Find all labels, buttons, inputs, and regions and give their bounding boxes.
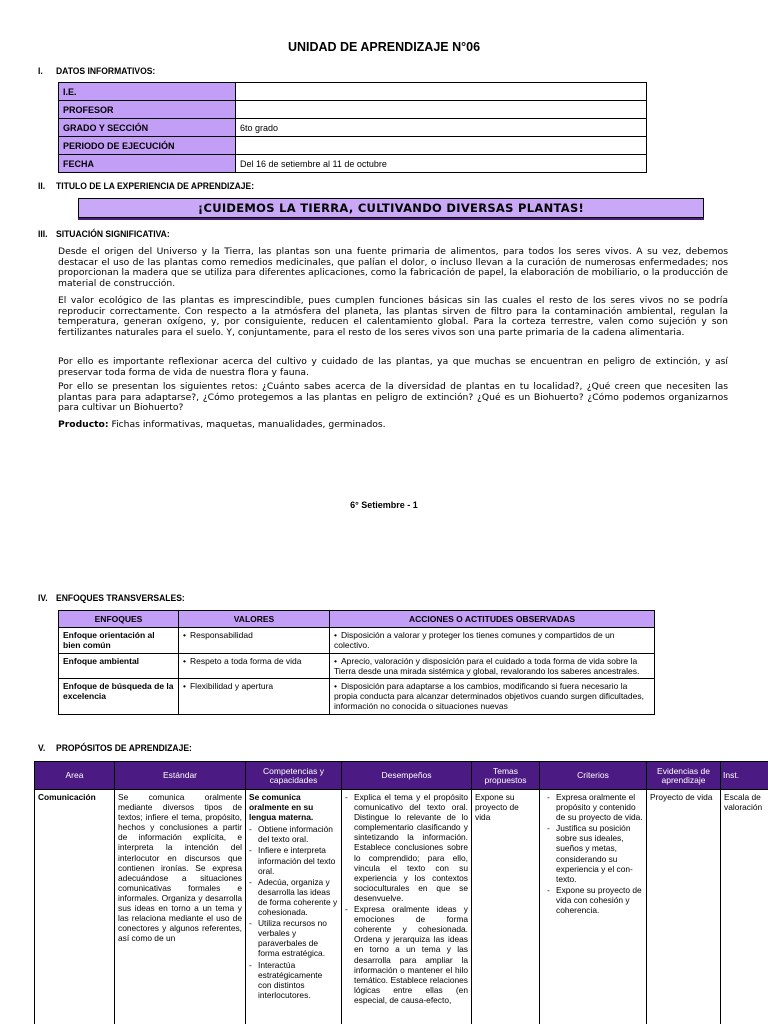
datos-label: I.E. (59, 83, 236, 101)
capacidad-item: - Adecúa, organiza y desarrolla las ideas de forma coherente y cohesionada. (249, 877, 338, 917)
criterio-item: - Expone su proyecto de vida con cohesión y coherencia. (547, 885, 643, 915)
propositos-table (34, 761, 768, 1024)
area-cell: Comunicación (35, 790, 115, 1024)
enfoque-valor: Respeto a toda forma de vida (189, 656, 302, 666)
datos-row (59, 155, 647, 173)
enfoque-valor-cell (179, 628, 330, 654)
datos-row (59, 83, 647, 101)
competencias-header: Competencias y capacidades (246, 762, 342, 790)
enfoque-accion-cell (330, 628, 655, 654)
page-title: UNIDAD DE APRENDIZAJE N°06 (287, 40, 481, 54)
bullet-icon: • (183, 630, 186, 640)
enfoque-name: Enfoque ambiental (59, 654, 179, 679)
competencias-cell (246, 790, 342, 1024)
temas-cell: Expone su proyecto de vida (472, 790, 540, 1024)
section-heading-situacion: III. SITUACIÓN SIGNIFICATIVA: (38, 229, 170, 240)
bullet-icon: • (334, 656, 337, 666)
criterios-header: Criterios (540, 762, 647, 790)
enfoque-name: Enfoque de búsqueda de la excelencia (59, 679, 179, 715)
producto-label: Producto: (58, 419, 109, 430)
enfoque-row (59, 628, 655, 654)
capacidad-item: - Utiliza recursos no verbales y paraverbales de forma estratégica. (249, 918, 338, 958)
datos-table (58, 82, 647, 173)
situacion-paragraph-3: Por ello es importante reflexionar acerca del cultivo y cuidado de las plantas, ya que muchas se encuentran en peligro de extinción, y así preservar toda forma de vida de nuestra flora y fauna. (58, 356, 728, 378)
datos-value: Del 16 de setiembre al 11 de octubre (236, 155, 647, 173)
enfoque-valor: Responsabilidad (189, 630, 253, 640)
inst-cell: Escala de valoración (721, 790, 768, 1024)
temas-header: Temas propuestos (472, 762, 540, 790)
producto-line (58, 420, 728, 431)
datos-value: 6to grado (236, 119, 647, 137)
situacion-paragraph-1: Desde el origen del Universo y la Tierra, las plantas son una fuente primaria de alimentos, para todos los seres vivos. A su vez, debemos destacar el uso de las plantas como remedios medicinales, que palían el dolor, o incluso llevan a la curación de numerosas enfermedades; nos proporcionan la madera que se utiliza para diferentes aplicaciones, como la fabricación de papel, la elaboración de mobiliario, o la producción de material de construcción. (58, 246, 728, 289)
enfoque-row (59, 679, 655, 715)
desempenos-cell (342, 790, 472, 1024)
capacidades-list (249, 824, 338, 1000)
desempenos-header: Desempeños (342, 762, 472, 790)
area-header: Area (35, 762, 115, 790)
criterio-item: - Expresa oralmente el propósito y contenido de su proyecto de vida. (547, 792, 643, 822)
enfoque-row (59, 654, 655, 679)
estandar-header: Estándar (115, 762, 246, 790)
datos-value (236, 101, 647, 119)
datos-row (59, 119, 647, 137)
enfoques-header: ENFOQUES (59, 611, 179, 628)
datos-label: FECHA (59, 155, 236, 173)
section-heading-enfoques: IV. ENFOQUES TRANSVERSALES: (38, 593, 185, 604)
enfoque-valor: Flexibilidad y apertura (189, 681, 274, 691)
situacion-paragraph-4: Por ello se presentan los siguientes retos: ¿Cuánto sabes acerca de la diversidad de plantas en tu localidad?, ¿Qué creen que necesiten las plantas para para adaptarse?, ¿Cómo protegemos a las plantas en peligro de extinción? ¿Qué es un Biohuerto? ¿Cómo podemos organizarnos para cultivar un Biohuerto? (58, 381, 728, 414)
desempeno-item: - Expresa oralmente ideas y emociones de forma coherente y cohesionada. Ordena y jerarquiza las ideas en torno a un tema y las desarrolla para ampliar la información o mantener el hilo temático. Establece relaciones lógicas entre ellas (en especial, de causa-efecto, (345, 904, 468, 1005)
enfoque-accion: Disposición para adaptarse a los cambios, modificando si fuera necesario la propia conducta para alcanzar determinados objetivos cuando surgen dificultades, información no conocida o situaciones nuevas (334, 681, 644, 711)
enfoque-accion: Disposición a valorar y proteger los tienes comunes y compartidos de un colectivo. (334, 630, 615, 650)
experiencia-title-banner: ¡CUIDEMOS LA TIERRA, CULTIVANDO DIVERSAS PLANTAS! (78, 198, 704, 218)
page-footer: 6° Setiembre - 1 (350, 500, 418, 510)
capacidad-item: - Obtiene información del texto oral. (249, 824, 338, 844)
bullet-icon: • (334, 630, 337, 640)
datos-label: PERIODO DE EJECUCIÓN (59, 137, 236, 155)
enfoque-accion: Aprecio, valoración y disposición para el cuidado a toda forma de vida sobre la Tierra desde una mirada sistémica y global, revalorando los saberes ancestrales. (334, 656, 640, 676)
datos-row (59, 101, 647, 119)
bullet-icon: • (183, 681, 186, 691)
enfoque-accion-cell (330, 654, 655, 679)
inst-header: Inst. (721, 762, 768, 790)
datos-row (59, 137, 647, 155)
desempeno-item: - Explica el tema y el propósito comunicativo del texto oral. Distingue lo relevante de lo complementario clasificando y sintetizando la información. Establece conclusiones sobre lo comprendido; para ello, vincula el texto con su experiencia y los contextos socioculturales en que se desenvuelve. (345, 792, 468, 903)
capacidad-item: - Infiere e interpreta información del texto oral. (249, 845, 338, 875)
valores-header: VALORES (179, 611, 330, 628)
evidencias-header: Evidencias de aprendizaje (647, 762, 721, 790)
bullet-icon: • (334, 681, 337, 691)
evidencias-cell: Proyecto de vida (647, 790, 721, 1024)
datos-value (236, 83, 647, 101)
section-heading-propositos: V. PROPÓSITOS DE APRENDIZAJE: (38, 743, 192, 754)
enfoques-table (58, 610, 655, 715)
enfoque-accion-cell (330, 679, 655, 715)
producto-text: Fichas informativas, maquetas, manualidades, germinados. (108, 419, 386, 430)
desempenos-list (345, 792, 468, 1005)
competencia-title: Se comunica oralmente en su lengua materna. (249, 792, 314, 823)
criterios-list (543, 792, 643, 915)
acciones-header: ACCIONES O ACTITUDES OBSERVADAS (330, 611, 655, 628)
section-heading-datos: I. DATOS INFORMATIVOS: (38, 66, 156, 77)
bullet-icon: • (183, 656, 186, 666)
capacidad-item: - Interactúa estratégicamente con distintos interlocutores. (249, 960, 338, 1000)
datos-value (236, 137, 647, 155)
estandar-cell: Se comunica oralmente mediante diversos tipos de textos; infiere el tema, propósito, hechos y conclusiones a partir de información explícita, e interpreta la intención del interlocutor en discursos que contienen ironías. Se expresa adecuándose a situaciones comunicativas formales e informales. Organiza y desarrolla sus ideas en torno a un tema y las relaciona mediante el uso de conectores y algunos referentes, así como de un (115, 790, 246, 1024)
section-heading-titulo: II. TITULO DE LA EXPERIENCIA DE APRENDIZAJE: (38, 181, 255, 192)
datos-label: PROFESOR (59, 101, 236, 119)
datos-label: GRADO Y SECCIÓN (59, 119, 236, 137)
criterio-item: - Justifica su posición sobre sus ideales, sueños y metas, considerando su experiencia y el con-texto. (547, 823, 643, 884)
enfoque-name: Enfoque orientación al bien común (59, 628, 179, 654)
propositos-row (35, 790, 768, 1024)
enfoque-valor-cell (179, 679, 330, 715)
situacion-paragraph-2: El valor ecológico de las plantas es imprescindible, pues cumplen funciones básicas sin las cuales el resto de los seres vivos no se podría reproducir correctamente. Con respecto a la atmósfera del planeta, las plantas sirven de filtro para la contaminación ambiental, regulan la temperatura, generan oxígeno, y, por consiguiente, reducen el calentamiento global. Para la corteza terrestre, valen como sujeción y son fertilizantes naturales para el suelo. Y, conjuntamente, para el resto de los seres vivos son una parte primaria de la cadena alimentaria. (58, 295, 728, 338)
criterios-cell (540, 790, 647, 1024)
enfoque-valor-cell (179, 654, 330, 679)
